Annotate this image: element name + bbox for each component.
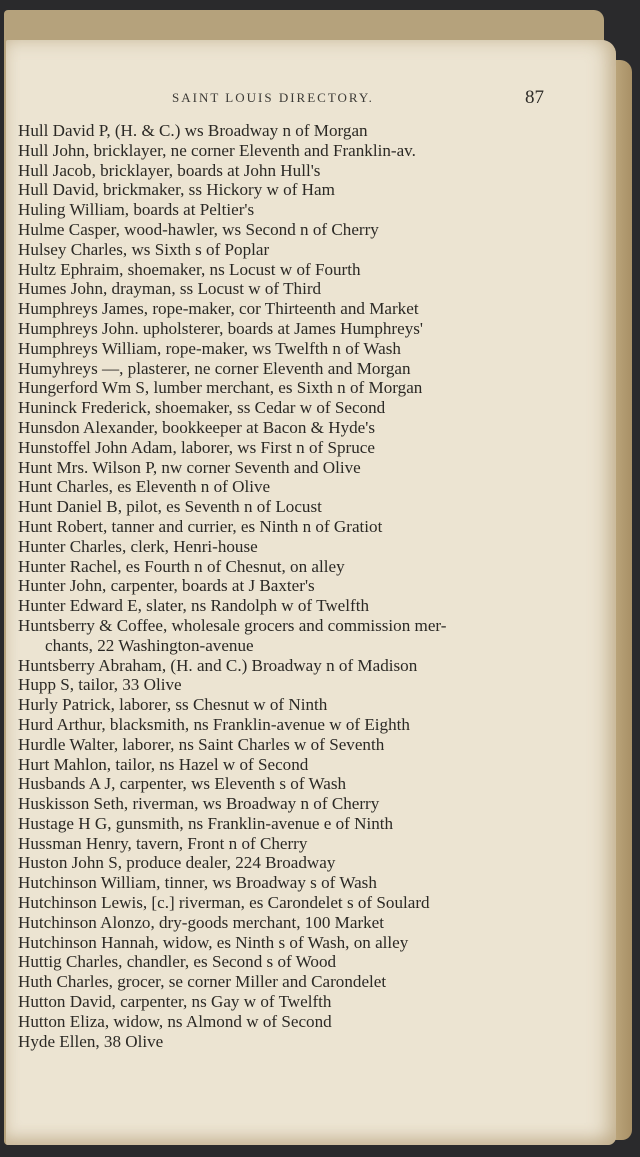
entry-text: Hupp S, tailor, 33 Olive: [18, 675, 182, 695]
entry-text: Hurd Arthur, blacksmith, ns Franklin-avenue w of Eighth: [18, 714, 410, 734]
entry-text: Hutchinson William, tinner, ws Broadway s of Wash: [18, 873, 377, 893]
entry-text: Humphreys James, rope-maker, cor Thirteenth and Market: [18, 299, 419, 319]
entry-text: Hustage H G, gunsmith, ns Franklin-avenue e of Ninth: [18, 813, 394, 833]
entry-text: Hunsdon Alexander, bookkeeper at Bacon & Hyde's: [18, 417, 375, 437]
directory-entry: [18, 913, 548, 933]
directory-entry: [18, 339, 548, 359]
entry-text: Hunter Rachel, es Fourth n of Chesnut, on alley: [18, 556, 345, 576]
entry-text: Hyde Ellen, 38 Olive: [18, 1031, 164, 1051]
directory-entry: [18, 616, 548, 656]
entry-text: Hurdle Walter, laborer, ns Saint Charles w of Seventh: [18, 734, 385, 754]
entry-text: Hull Jacob, bricklayer, boards at John Hull's: [18, 160, 321, 180]
directory-entry: [18, 814, 548, 834]
directory-entry: [18, 893, 548, 913]
entry-text: Hulme Casper, wood-hawler, ws Second n of Cherry: [18, 219, 379, 239]
directory-entry: [18, 695, 548, 715]
directory-entry: [18, 972, 548, 992]
directory-entry: [18, 220, 548, 240]
entry-text: Huntsberry & Coffee, wholesale grocers and commission mer-: [18, 615, 447, 635]
directory-entry: [18, 1012, 548, 1032]
entry-text: Hungerford Wm S, lumber merchant, es Sixth n of Morgan: [18, 378, 423, 398]
directory-entry: [18, 378, 548, 398]
entry-text: Hunt Daniel B, pilot, es Seventh n of Locust: [18, 497, 322, 517]
directory-entry: [18, 1032, 548, 1052]
directory-entry: [18, 141, 548, 161]
directory-entry: [18, 180, 548, 200]
directory-entry: [18, 853, 548, 873]
directory-entry: [18, 438, 548, 458]
entry-text: Hutton David, carpenter, ns Gay w of Twelfth: [18, 992, 332, 1012]
entry-text: Hull David, brickmaker, ss Hickory w of Ham: [18, 180, 335, 200]
directory-entry: [18, 418, 548, 438]
directory-entry: [18, 537, 548, 557]
entry-text: Humphreys William, rope-maker, ws Twelfth n of Wash: [18, 338, 401, 358]
entry-text: Hunstoffel John Adam, laborer, ws First n of Spruce: [18, 437, 375, 457]
directory-entry: [18, 794, 548, 814]
directory-entry: [18, 497, 548, 517]
entry-text: Huninck Frederick, shoemaker, ss Cedar w of Second: [18, 398, 386, 418]
directory-entry: [18, 279, 548, 299]
entry-text: Huttig Charles, chandler, es Second s of Wood: [18, 952, 337, 972]
directory-entry: [18, 121, 548, 141]
directory-entry: [18, 319, 548, 339]
directory-entry: [18, 200, 548, 220]
entry-text: Hunter John, carpenter, boards at J Baxter's: [18, 576, 315, 596]
directory-entry: [18, 161, 548, 181]
entry-text: Hutchinson Lewis, [c.] riverman, es Carondelet s of Soulard: [18, 893, 430, 913]
entry-text: Hunt Mrs. Wilson P, nw corner Seventh and Olive: [18, 457, 361, 477]
directory-entry: [18, 715, 548, 735]
entry-text: Hunt Robert, tanner and currier, es Ninth n of Gratiot: [18, 516, 383, 536]
directory-entry: [18, 873, 548, 893]
entry-text: Huston John S, produce dealer, 224 Broadway: [18, 853, 336, 873]
entry-text: Hutton Eliza, widow, ns Almond w of Second: [18, 1011, 332, 1031]
entry-text: Hulsey Charles, ws Sixth s of Poplar: [18, 239, 270, 259]
entry-text: Hunter Edward E, slater, ns Randolph w of Twelfth: [18, 596, 369, 616]
entry-text: Hussman Henry, tavern, Front n of Cherry: [18, 833, 308, 853]
directory-entry: [18, 735, 548, 755]
entry-text: Hull John, bricklayer, ne corner Eleventh and Franklin-av.: [18, 140, 416, 160]
directory-entry: [18, 576, 548, 596]
entry-text: Huntsberry Abraham, (H. and C.) Broadway n of Madison: [18, 655, 418, 675]
page-number: 87: [525, 87, 544, 108]
entry-text: Hunter Charles, clerk, Henri-house: [18, 536, 258, 556]
entry-text: Huskisson Seth, riverman, ws Broadway n of Cherry: [18, 794, 380, 814]
entry-text: Hultz Ephraim, shoemaker, ns Locust w of Fourth: [18, 259, 361, 279]
directory-entry: [18, 774, 548, 794]
directory-entry: [18, 260, 548, 280]
directory-entry: [18, 656, 548, 676]
running-title: SAINT LOUIS DIRECTORY.: [172, 90, 374, 105]
entry-text: Humyhreys —, plasterer, ne corner Eleventh and Morgan: [18, 358, 411, 378]
directory-entry: [18, 952, 548, 972]
page-header: [14, 87, 544, 112]
entry-text: Huling William, boards at Peltier's: [18, 200, 255, 220]
entry-text: Huth Charles, grocer, se corner Miller and Carondelet: [18, 972, 387, 992]
directory-entry: [18, 992, 548, 1012]
entry-text: Hurt Mahlon, tailor, ns Hazel w of Second: [18, 754, 309, 774]
directory-entry: [18, 359, 548, 379]
entry-text: Hull David P, (H. & C.) ws Broadway n of Morgan: [18, 121, 368, 140]
entry-text: Hurly Patrick, laborer, ss Chesnut w of Ninth: [18, 695, 328, 715]
entry-text: Hutchinson Alonzo, dry-goods merchant, 100 Market: [18, 912, 385, 932]
entry-text: Humphreys John. upholsterer, boards at James Humphreys': [18, 318, 423, 338]
directory-entry: [18, 675, 548, 695]
directory-entry: [18, 755, 548, 775]
directory-entries: [18, 121, 548, 1051]
directory-entry: [18, 933, 548, 953]
entry-text: Husbands A J, carpenter, ws Eleventh s of Wash: [18, 774, 347, 794]
entry-text: Humes John, drayman, ss Locust w of Third: [18, 279, 322, 299]
entry-text: Hunt Charles, es Eleventh n of Olive: [18, 477, 271, 497]
directory-entry: [18, 240, 548, 260]
directory-entry: [18, 596, 548, 616]
directory-entry: [18, 299, 548, 319]
entry-continuation: chants, 22 Washington-avenue: [45, 635, 254, 655]
directory-entry: [18, 834, 548, 854]
directory-entry: [18, 458, 548, 478]
entry-text: Hutchinson Hannah, widow, es Ninth s of Wash, on alley: [18, 932, 409, 952]
directory-entry: [18, 477, 548, 497]
directory-entry: [18, 398, 548, 418]
directory-entry: [18, 557, 548, 577]
directory-entry: [18, 517, 548, 537]
